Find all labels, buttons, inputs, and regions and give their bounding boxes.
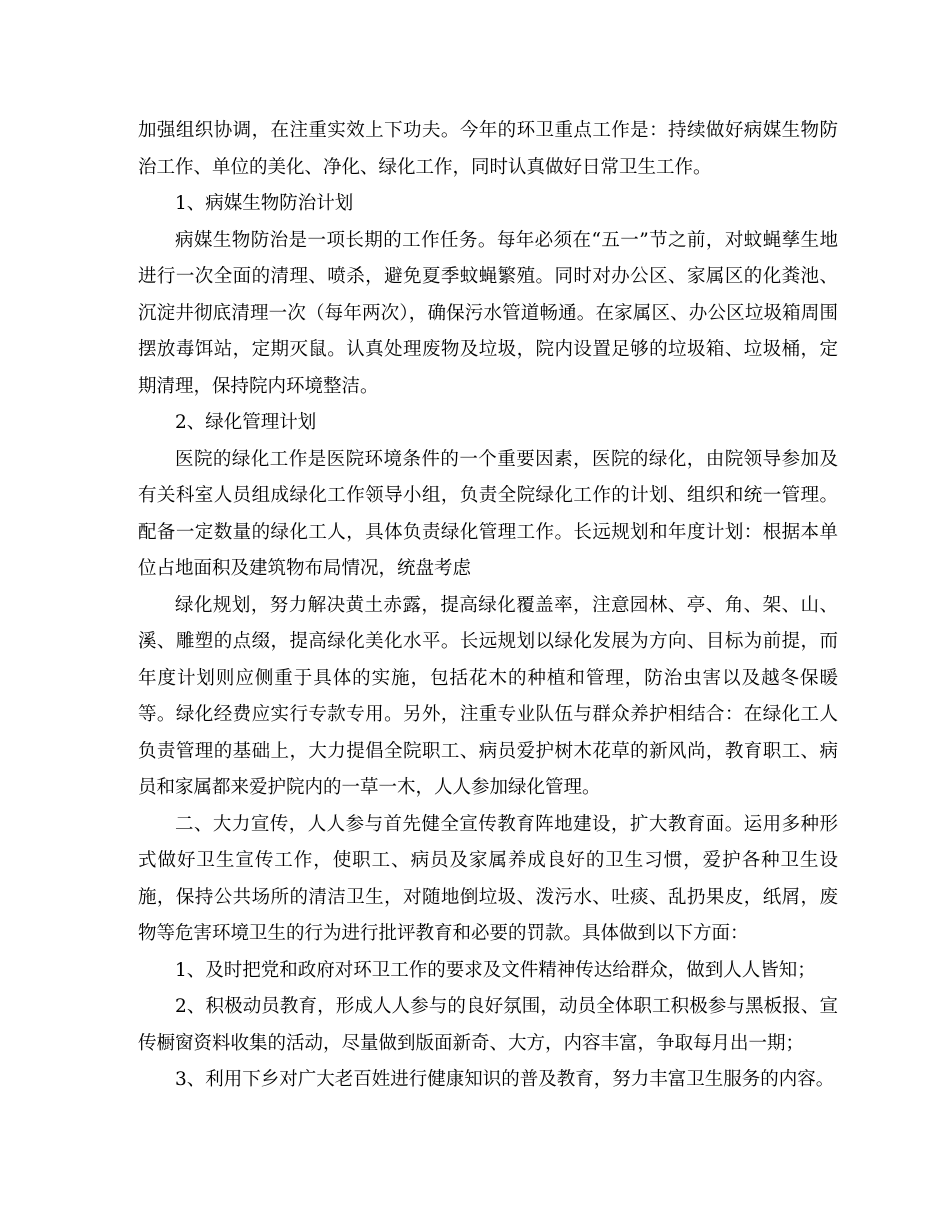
paragraph-publicity: 二、大力宣传，人人参与首先健全宣传教育阵地建设，扩大教育面。运用多种形式做好卫生宣传工作，使职工、病员及家属养成良好的卫生习惯，爱护各种卫生设施，保持公共场所的清洁卫生，对随地倒垃圾、泼污水、吐痰、乱扔果皮，纸屑，废物等危害环境卫生的行为进行批评教育和必要的罚款。具体做到以下方面：	[138, 813, 838, 944]
list-item-3: 3、利用下乡对广大老百姓进行健康知识的普及教育，努力丰富卫生服务的内容。	[175, 1069, 835, 1090]
paragraph-vector-control: 病媒生物防治是一项长期的工作任务。每年必须在“五一”节之前，对蚊蝇孳生地进行一次全面的清理、喷杀，避免夏季蚊蝇繁殖。同时对办公区、家属区的化粪池、沉淀井彻底清理一次（每年两次），确保污水管道畅通。在家属区、办公区垃圾箱周围摆放毒饵站，定期灭鼠。认真处理废物及垃圾，院内设置足够的垃圾箱、垃圾桶，定期清理，保持院内环境整洁。	[138, 229, 838, 397]
paragraph-intro: 加强组织协调，在注重实效上下功夫。今年的环卫重点工作是：持续做好病媒生物防治工作、单位的美化、净化、绿化工作，同时认真做好日常卫生工作。	[138, 120, 838, 178]
paragraph-greening-organization: 医院的绿化工作是医院环境条件的一个重要因素，医院的绿化，由院领导参加及有关科室人员组成绿化工作领导小组，负责全院绿化工作的计划、组织和统一管理。配备一定数量的绿化工人，具体负责绿化管理工作。长远规划和年度计划：根据本单位占地面积及建筑物布局情况，统盘考虑	[138, 448, 838, 579]
section-heading-greening: 2、绿化管理计划	[175, 412, 317, 433]
paragraph-greening-plan: 绿化规划，努力解决黄土赤露，提高绿化覆盖率，注意园林、亭、角、架、山、溪、雕塑的点缀，提高绿化美化水平。长远规划以绿化发展为方向、目标为前提，而年度计划则应侧重于具体的实施，包括花木的种植和管理，防治虫害以及越冬保暖等。绿化经费应实行专款专用。另外，注重专业队伍与群众养护相结合：在绿化工人负责管理的基础上，大力提倡全院职工、病员爱护树木花草的新风尚，教育职工、病员和家属都来爱护院内的一草一木，人人参加绿化管理。	[138, 594, 838, 798]
document-body	[138, 113, 838, 1099]
section-heading-vector-control: 1、病媒生物防治计划	[175, 193, 354, 214]
list-item-2: 2、积极动员教育，形成人人参与的良好氛围，动员全体职工积极参与黑板报、宣传橱窗资料收集的活动，尽量做到版面新奇、大方，内容丰富，争取每月出一期；	[138, 996, 838, 1054]
list-item-1: 1、及时把党和政府对环卫工作的要求及文件精神传达给群众，做到人人皆知；	[175, 959, 816, 981]
